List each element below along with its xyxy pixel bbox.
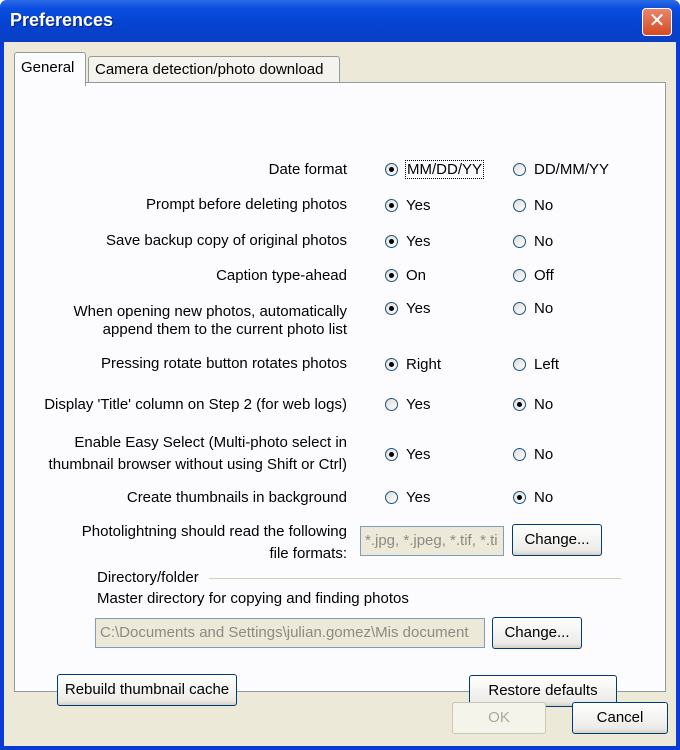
- backup-copy-no-radio[interactable]: [513, 233, 553, 250]
- append-photos-yes-radio[interactable]: [385, 300, 430, 317]
- radio-label: Off: [534, 267, 554, 284]
- file-formats-label-line1: Photolightning should read the following: [81, 523, 347, 540]
- radio-icon: [385, 302, 398, 315]
- cancel-label: Cancel: [596, 709, 644, 726]
- caption-typeahead-on-radio[interactable]: [385, 267, 426, 284]
- radio-label: Yes: [406, 197, 431, 214]
- close-icon[interactable]: ✕: [642, 8, 672, 36]
- dialog-client: [4, 42, 676, 746]
- radio-icon: [385, 398, 398, 411]
- radio-label: Right: [406, 356, 442, 373]
- date-format-ddmmyy-radio[interactable]: [513, 161, 609, 178]
- tab-camera-detection-label: Camera detection/photo download: [95, 61, 324, 78]
- radio-icon: [513, 448, 526, 461]
- date-format-label: Date format: [268, 161, 347, 178]
- rebuild-thumbnail-cache-button[interactable]: [57, 674, 237, 706]
- master-directory-field[interactable]: C:\Documents and Settings\julian.gomez\Mis document: [95, 618, 485, 648]
- restore-label: Restore defaults: [488, 682, 598, 699]
- radio-label: No: [534, 300, 554, 317]
- radio-icon: [385, 199, 398, 212]
- tab-general-label: General: [21, 59, 75, 76]
- directory-group-label: Directory/folder: [97, 569, 199, 586]
- radio-icon: [513, 358, 526, 371]
- append-photos-label-line1: When opening new photos, automatically: [73, 303, 347, 320]
- prompt-delete-yes-radio[interactable]: [385, 197, 430, 214]
- rebuild-label: Rebuild thumbnail cache: [64, 681, 230, 698]
- radio-icon: [513, 269, 526, 282]
- master-directory-label: Master directory for copying and finding photos: [97, 590, 409, 607]
- append-photos-no-radio[interactable]: [513, 300, 553, 317]
- radio-label: Left: [534, 356, 560, 373]
- title-column-no-radio[interactable]: [513, 396, 553, 413]
- easy-select-no-radio[interactable]: [513, 446, 553, 463]
- radio-label: Yes: [406, 233, 431, 250]
- general-panel: [14, 82, 666, 699]
- backup-copy-label: Save backup copy of original photos: [106, 232, 347, 249]
- radio-label: Yes: [406, 396, 431, 413]
- ok-button[interactable]: [452, 702, 546, 734]
- radio-label: No: [534, 197, 554, 214]
- easy-select-label: [49, 432, 347, 476]
- group-divider: [209, 578, 621, 579]
- radio-label: No: [534, 446, 554, 463]
- rotate-left-radio[interactable]: [513, 356, 559, 373]
- background-thumbnails-yes-radio[interactable]: [385, 489, 430, 506]
- radio-label: No: [534, 396, 554, 413]
- radio-icon: [513, 491, 526, 504]
- radio-icon: [513, 398, 526, 411]
- radio-icon: [385, 491, 398, 504]
- radio-icon: [513, 235, 526, 248]
- formats-change-label: Change...: [524, 531, 590, 548]
- radio-label: No: [534, 489, 554, 506]
- tab-general[interactable]: [14, 52, 86, 86]
- background-thumbnails-no-radio[interactable]: [513, 489, 553, 506]
- rotate-direction-label: Pressing rotate button rotates photos: [101, 355, 347, 372]
- easy-select-label-line1: Enable Easy Select (Multi-photo select in: [74, 434, 347, 451]
- radio-icon: [385, 448, 398, 461]
- directory-change-label: Change...: [504, 624, 570, 641]
- caption-typeahead-label: Caption type-ahead: [216, 267, 347, 284]
- radio-icon: [513, 163, 526, 176]
- window-title: Preferences: [10, 10, 114, 30]
- append-photos-label-line2: append them to the current photo list: [102, 321, 347, 338]
- backup-copy-yes-radio[interactable]: [385, 233, 430, 250]
- title-column-label: Display 'Title' column on Step 2 (for web logs): [44, 396, 347, 413]
- directory-change-button[interactable]: [492, 617, 582, 649]
- append-photos-label: [73, 303, 347, 339]
- radio-icon: [385, 269, 398, 282]
- rotate-right-radio[interactable]: [385, 356, 441, 373]
- easy-select-label-line2: thumbnail browser without using Shift or Ctrl): [48, 456, 347, 473]
- radio-icon: [385, 358, 398, 371]
- caption-typeahead-off-radio[interactable]: [513, 267, 554, 284]
- prompt-delete-no-radio[interactable]: [513, 197, 553, 214]
- radio-label: No: [534, 233, 554, 250]
- radio-icon: [385, 163, 398, 176]
- file-formats-field[interactable]: *.jpg, *.jpeg, *.tif, *.ti: [360, 526, 504, 556]
- background-thumbnails-label: Create thumbnails in background: [126, 489, 347, 506]
- formats-change-button[interactable]: [512, 524, 602, 556]
- prompt-delete-label: Prompt before deleting photos: [146, 196, 347, 213]
- ok-label: OK: [488, 709, 510, 726]
- easy-select-yes-radio[interactable]: [385, 446, 430, 463]
- radio-label: DD/MM/YY: [534, 161, 609, 178]
- cancel-button[interactable]: [572, 702, 668, 734]
- radio-icon: [385, 235, 398, 248]
- radio-icon: [513, 302, 526, 315]
- file-formats-label: [82, 521, 347, 565]
- radio-label: Yes: [406, 489, 431, 506]
- radio-label: Yes: [406, 446, 431, 463]
- radio-label: Yes: [406, 300, 431, 317]
- title-column-yes-radio[interactable]: [385, 396, 430, 413]
- file-formats-label-line2: file formats:: [269, 545, 347, 562]
- date-format-mmddyy-radio[interactable]: [385, 161, 483, 178]
- radio-icon: [513, 199, 526, 212]
- radio-label: On: [406, 267, 427, 284]
- title-bar[interactable]: [0, 0, 680, 42]
- radio-label: MM/DD/YY: [407, 161, 482, 178]
